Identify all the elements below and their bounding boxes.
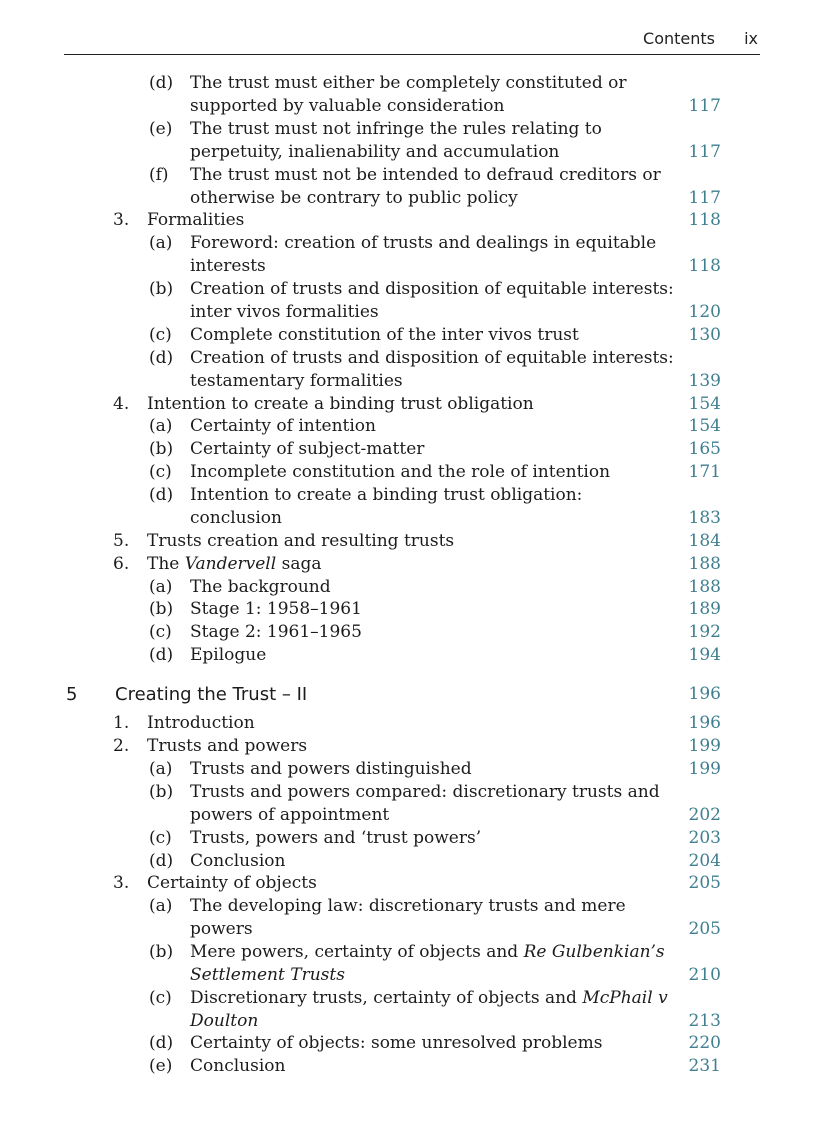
toc-entry — [0, 644, 816, 667]
toc-entry-title: Incomplete constitution and the role of intention — [190, 462, 611, 482]
toc-entry-continuation — [0, 95, 816, 118]
toc-entry-number: (c) — [149, 622, 172, 642]
toc-entry-title: Discretionary trusts, certainty of objects and McPhail v — [190, 988, 668, 1008]
toc-chapter-number: 5 — [66, 684, 78, 705]
toc-entry-title: Foreword: creation of trusts and dealings in equitable — [190, 233, 657, 253]
toc-section-title: Intention to create a binding trust obligation — [147, 394, 534, 414]
toc-entry-number: (d) — [149, 73, 174, 93]
toc-entry-continuation — [0, 370, 816, 393]
toc-entry-continuation — [0, 1010, 816, 1033]
toc-entry-number: (c) — [149, 325, 172, 345]
toc-page-link[interactable]: 199 — [688, 759, 721, 779]
toc-page-link[interactable]: 231 — [688, 1056, 721, 1076]
toc-entry — [0, 324, 816, 347]
toc-entry-number: (b) — [149, 279, 174, 299]
toc-entry-number: (f) — [149, 165, 169, 185]
toc-entry — [0, 987, 816, 1010]
toc-page-link[interactable]: 192 — [688, 622, 721, 642]
toc-entry-title: powers — [190, 919, 253, 939]
toc-page-link[interactable]: 196 — [688, 713, 721, 733]
toc-entry — [0, 827, 816, 850]
toc-entry-number: (d) — [149, 645, 174, 665]
toc-section-title: Trusts and powers — [147, 736, 308, 756]
toc-entry-title: Certainty of subject-matter — [190, 439, 425, 459]
toc-page-link[interactable]: 203 — [688, 828, 721, 848]
toc-entry-title: Epilogue — [190, 645, 267, 665]
toc-entry-number: (e) — [149, 119, 173, 139]
toc-section — [0, 209, 816, 232]
toc-entry-title: Creation of trusts and disposition of equitable interests: — [190, 279, 674, 299]
toc-page-link[interactable]: 118 — [688, 210, 721, 230]
toc-page-link[interactable]: 154 — [688, 416, 721, 436]
toc-page-link[interactable]: 117 — [688, 96, 721, 116]
toc-page-link[interactable]: 205 — [688, 919, 721, 939]
toc-page-link[interactable]: 220 — [688, 1033, 721, 1053]
toc-entry — [0, 576, 816, 599]
toc-entry-continuation — [0, 964, 816, 987]
toc-entry-title: The trust must not be intended to defraud creditors or — [190, 165, 661, 185]
toc-entry-title: perpetuity, inalienability and accumulation — [190, 142, 560, 162]
toc-section — [0, 393, 816, 416]
toc-entry-number: (d) — [149, 485, 174, 505]
toc-page-link[interactable]: 118 — [688, 256, 721, 276]
toc-page-link[interactable]: 188 — [688, 554, 721, 574]
toc-section-title: Trusts creation and resulting trusts — [147, 531, 455, 551]
toc-entry-continuation — [0, 301, 816, 324]
toc-entry — [0, 347, 816, 370]
toc-entry-number: (a) — [149, 759, 173, 779]
toc-entry-number: (b) — [149, 942, 174, 962]
toc-entry — [0, 781, 816, 804]
toc-entry-continuation — [0, 918, 816, 941]
toc-page-link[interactable]: 117 — [688, 142, 721, 162]
toc-section — [0, 553, 816, 576]
running-head-title: Contents — [643, 29, 715, 48]
toc-entry-number: (d) — [149, 851, 174, 871]
toc-chapter — [0, 683, 816, 706]
toc-page-link[interactable]: 204 — [688, 851, 721, 871]
toc-page-link[interactable]: 213 — [688, 1011, 721, 1031]
toc-entry-number: (c) — [149, 828, 172, 848]
toc-entry-title: Stage 1: 1958–1961 — [190, 599, 362, 619]
toc-section-title: Certainty of objects — [147, 873, 317, 893]
toc-entry-title: The trust must either be completely constituted or — [190, 73, 627, 93]
toc-entry-title: inter vivos formalities — [190, 302, 379, 322]
toc-entry — [0, 118, 816, 141]
toc-entry-title: Trusts, powers and ‘trust powers’ — [190, 828, 482, 848]
toc-section — [0, 872, 816, 895]
toc-entry-title: Complete constitution of the inter vivos trust — [190, 325, 579, 345]
toc-section-number: 1. — [113, 713, 130, 733]
toc-page-link[interactable]: 165 — [688, 439, 721, 459]
toc-entry-title: Conclusion — [190, 1056, 286, 1076]
toc-section-number: 5. — [113, 531, 130, 551]
toc-entry-continuation — [0, 141, 816, 164]
header-rule — [64, 54, 760, 55]
toc-entry-number: (e) — [149, 1056, 173, 1076]
toc-page-link[interactable]: 183 — [688, 508, 721, 528]
toc-section — [0, 735, 816, 758]
toc-entry-title: Stage 2: 1961–1965 — [190, 622, 362, 642]
running-head-page-number: ix — [744, 29, 758, 48]
toc-entry-title: Mere powers, certainty of objects and Re Gulbenkian’s — [190, 942, 665, 962]
toc-entry — [0, 1032, 816, 1055]
toc-page-link[interactable]: 196 — [688, 684, 721, 704]
toc-entry-title: Doulton — [190, 1011, 259, 1031]
toc-section-number: 4. — [113, 394, 130, 414]
toc-entry-number: (a) — [149, 577, 173, 597]
toc-entry — [0, 164, 816, 187]
toc-page-link[interactable]: 184 — [688, 531, 721, 551]
toc-entry — [0, 758, 816, 781]
toc-page-link[interactable]: 171 — [688, 462, 721, 482]
toc-section-number: 3. — [113, 210, 130, 230]
toc-section-title: Formalities — [147, 210, 245, 230]
toc-entry-title: Intention to create a binding trust obligation: — [190, 485, 583, 505]
toc-entry-number: (a) — [149, 416, 173, 436]
toc-entry — [0, 232, 816, 255]
toc-entry-number: (b) — [149, 439, 174, 459]
toc-page-link[interactable]: 117 — [688, 188, 721, 208]
toc-entry-continuation — [0, 187, 816, 210]
toc-entry-title: The developing law: discretionary trusts and mere — [190, 896, 626, 916]
toc-entry-number: (c) — [149, 462, 172, 482]
toc-section-number: 6. — [113, 554, 130, 574]
toc-chapter-title: Creating the Trust – II — [115, 684, 308, 705]
toc-entry-title: Trusts and powers compared: discretionary trusts and — [190, 782, 660, 802]
toc-entry-number: (b) — [149, 782, 174, 802]
toc-section-number: 2. — [113, 736, 130, 756]
toc-page-link[interactable]: 189 — [688, 599, 721, 619]
toc-page-link[interactable]: 139 — [688, 371, 721, 391]
toc-entry-title: powers of appointment — [190, 805, 390, 825]
toc-entry-title: The trust must not infringe the rules relating to — [190, 119, 602, 139]
toc-entry-title: The background — [190, 577, 331, 597]
toc-entry-continuation — [0, 255, 816, 278]
running-head — [643, 29, 758, 48]
toc-entry-title: conclusion — [190, 508, 282, 528]
toc-entry-title: Certainty of intention — [190, 416, 376, 436]
toc-page-link[interactable]: 202 — [688, 805, 721, 825]
toc-entry — [0, 621, 816, 644]
toc-entry — [0, 1055, 816, 1078]
toc-section-number: 3. — [113, 873, 130, 893]
toc-entry-title: otherwise be contrary to public policy — [190, 188, 518, 208]
toc-section — [0, 530, 816, 553]
toc-entry-continuation — [0, 507, 816, 530]
toc-entry — [0, 895, 816, 918]
toc-page-link[interactable]: 120 — [688, 302, 721, 322]
toc-page-link[interactable]: 130 — [688, 325, 721, 345]
toc-entry — [0, 461, 816, 484]
toc-page-link[interactable]: 205 — [688, 873, 721, 893]
toc-entry-number: (b) — [149, 599, 174, 619]
toc-page-link[interactable]: 188 — [688, 577, 721, 597]
toc-entry-continuation — [0, 804, 816, 827]
toc-entry-title: Certainty of objects: some unresolved problems — [190, 1033, 603, 1053]
toc-entry — [0, 72, 816, 95]
toc-section-title: The Vandervell saga — [147, 554, 322, 574]
toc-entry-title: Conclusion — [190, 851, 286, 871]
toc-page-link[interactable]: 210 — [688, 965, 721, 985]
toc-entry-number: (c) — [149, 988, 172, 1008]
toc-entry — [0, 484, 816, 507]
toc-entry — [0, 438, 816, 461]
toc-section-title: Introduction — [147, 713, 255, 733]
toc-entry-title: Trusts and powers distinguished — [190, 759, 472, 779]
toc-entry — [0, 850, 816, 873]
toc-page-link[interactable]: 199 — [688, 736, 721, 756]
toc-entry-number: (d) — [149, 1033, 174, 1053]
toc-entry — [0, 598, 816, 621]
toc-entry-number: (a) — [149, 896, 173, 916]
toc-page-link[interactable]: 194 — [688, 645, 721, 665]
toc-entry-title: supported by valuable consideration — [190, 96, 505, 116]
toc-entry-title: Creation of trusts and disposition of equitable interests: — [190, 348, 674, 368]
toc-entry — [0, 278, 816, 301]
toc-entry — [0, 415, 816, 438]
toc-entry — [0, 941, 816, 964]
toc-entry-title: testamentary formalities — [190, 371, 403, 391]
toc-section — [0, 712, 816, 735]
toc-entry-number: (d) — [149, 348, 174, 368]
toc-entry-number: (a) — [149, 233, 173, 253]
toc-entry-title: Settlement Trusts — [190, 965, 345, 985]
toc-entry-title: interests — [190, 256, 266, 276]
toc-page-link[interactable]: 154 — [688, 394, 721, 414]
